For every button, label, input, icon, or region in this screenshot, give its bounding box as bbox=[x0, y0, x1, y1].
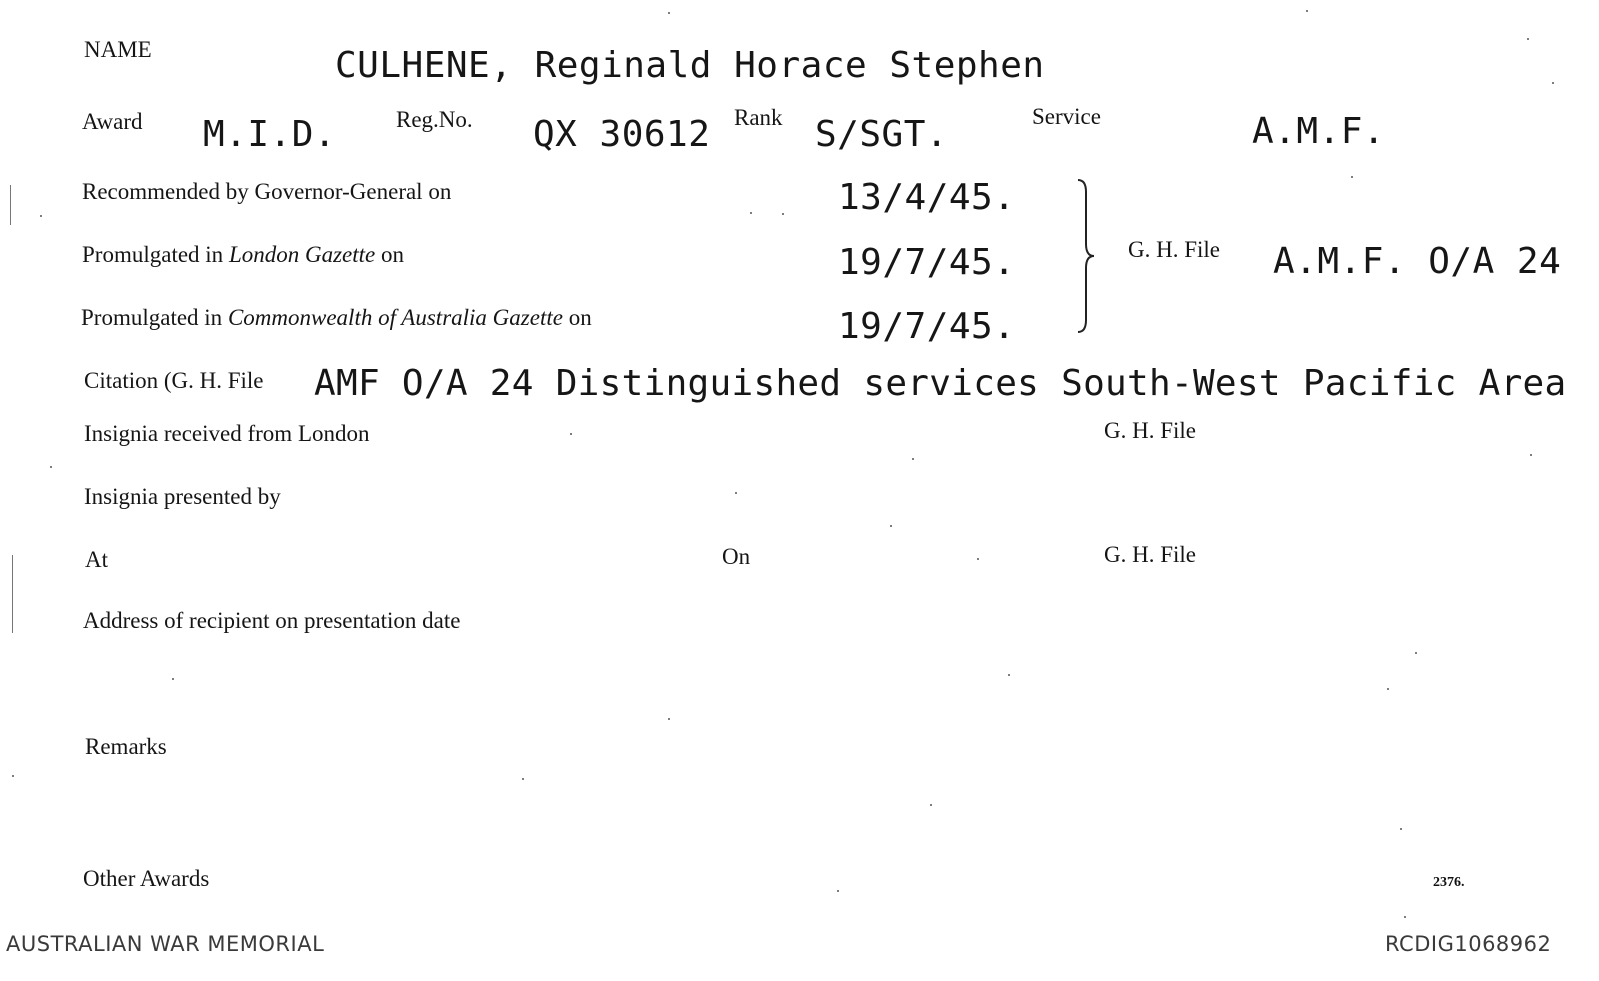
london-suffix: on bbox=[381, 242, 404, 267]
award-value: M.I.D. bbox=[203, 114, 337, 155]
recommended-date: 13/4/45. bbox=[838, 177, 1016, 218]
scan-speck bbox=[1530, 454, 1532, 456]
scan-speck bbox=[522, 778, 524, 780]
remarks-label: Remarks bbox=[85, 734, 167, 759]
regno-value: QX 30612 bbox=[533, 114, 711, 155]
at-ghfile-label: G. H. File bbox=[1104, 542, 1196, 567]
scan-speck bbox=[12, 775, 14, 777]
insignia-ghfile-label: G. H. File bbox=[1104, 418, 1196, 443]
ghfile-value: A.M.F. O/A 24 bbox=[1273, 241, 1562, 282]
scan-speck bbox=[1351, 176, 1353, 178]
other-awards-label: Other Awards bbox=[83, 866, 210, 891]
scan-speck bbox=[1387, 688, 1389, 690]
address-label: Address of recipient on presentation date bbox=[83, 608, 461, 633]
scan-speck bbox=[1527, 38, 1529, 40]
name-label: NAME bbox=[84, 37, 152, 62]
scan-speck bbox=[172, 678, 174, 680]
recommended-label: Recommended by Governor-General on bbox=[82, 179, 452, 204]
citation-value: AMF O/A 24 Distinguished services South-West Pacific Area bbox=[314, 363, 1567, 404]
on-label: On bbox=[722, 544, 751, 569]
regno-label: Reg.No. bbox=[396, 107, 473, 132]
scan-speck bbox=[668, 718, 670, 720]
scan-speck bbox=[977, 558, 979, 560]
scan-edge-mark bbox=[10, 185, 11, 225]
footer-left: AUSTRALIAN WAR MEMORIAL bbox=[6, 932, 325, 956]
footer-right: RCDIG1068962 bbox=[1385, 932, 1552, 956]
scan-speck bbox=[782, 213, 784, 215]
scan-speck bbox=[912, 458, 914, 460]
scan-speck bbox=[890, 525, 892, 527]
scan-speck bbox=[570, 433, 572, 435]
name-value: CULHENE, Reginald Horace Stephen bbox=[335, 45, 1045, 86]
insignia-presented-label: Insignia presented by bbox=[84, 484, 281, 509]
card-number: 2376. bbox=[1433, 875, 1465, 890]
brace-bracket bbox=[1074, 178, 1104, 334]
rank-value: S/SGT. bbox=[815, 114, 949, 155]
scan-speck bbox=[837, 890, 839, 892]
scan-speck bbox=[1552, 82, 1554, 84]
commonwealth-prefix: Promulgated in bbox=[81, 305, 223, 330]
scan-speck bbox=[50, 466, 52, 468]
scan-speck bbox=[1400, 828, 1402, 830]
scan-speck bbox=[930, 804, 932, 806]
scan-speck bbox=[40, 215, 42, 217]
at-label: At bbox=[85, 547, 108, 572]
commonwealth-suffix: on bbox=[568, 305, 592, 330]
london-prefix: Promulgated in bbox=[82, 242, 224, 267]
scan-speck bbox=[668, 12, 670, 14]
citation-label: Citation (G. H. File bbox=[84, 368, 264, 393]
london-gazette-title: London Gazette bbox=[228, 242, 376, 267]
scan-speck bbox=[1404, 916, 1406, 918]
commonwealth-gazette-label bbox=[81, 306, 592, 329]
london-gazette-date: 19/7/45. bbox=[838, 242, 1016, 283]
scan-edge-mark bbox=[12, 555, 13, 633]
commonwealth-gazette-title: Commonwealth of Australia Gazette bbox=[227, 305, 563, 330]
award-label: Award bbox=[82, 109, 143, 134]
london-gazette-label bbox=[82, 243, 404, 266]
ghfile-label: G. H. File bbox=[1128, 237, 1220, 262]
scan-speck bbox=[1306, 10, 1308, 12]
insignia-received-label: Insignia received from London bbox=[84, 421, 370, 446]
scan-speck bbox=[1415, 652, 1417, 654]
service-label: Service bbox=[1032, 104, 1101, 129]
scan-speck bbox=[750, 212, 752, 214]
rank-label: Rank bbox=[734, 105, 783, 130]
scan-speck bbox=[1008, 674, 1010, 676]
service-value: A.M.F. bbox=[1252, 111, 1386, 152]
scan-speck bbox=[735, 492, 737, 494]
commonwealth-gazette-date: 19/7/45. bbox=[838, 306, 1016, 347]
